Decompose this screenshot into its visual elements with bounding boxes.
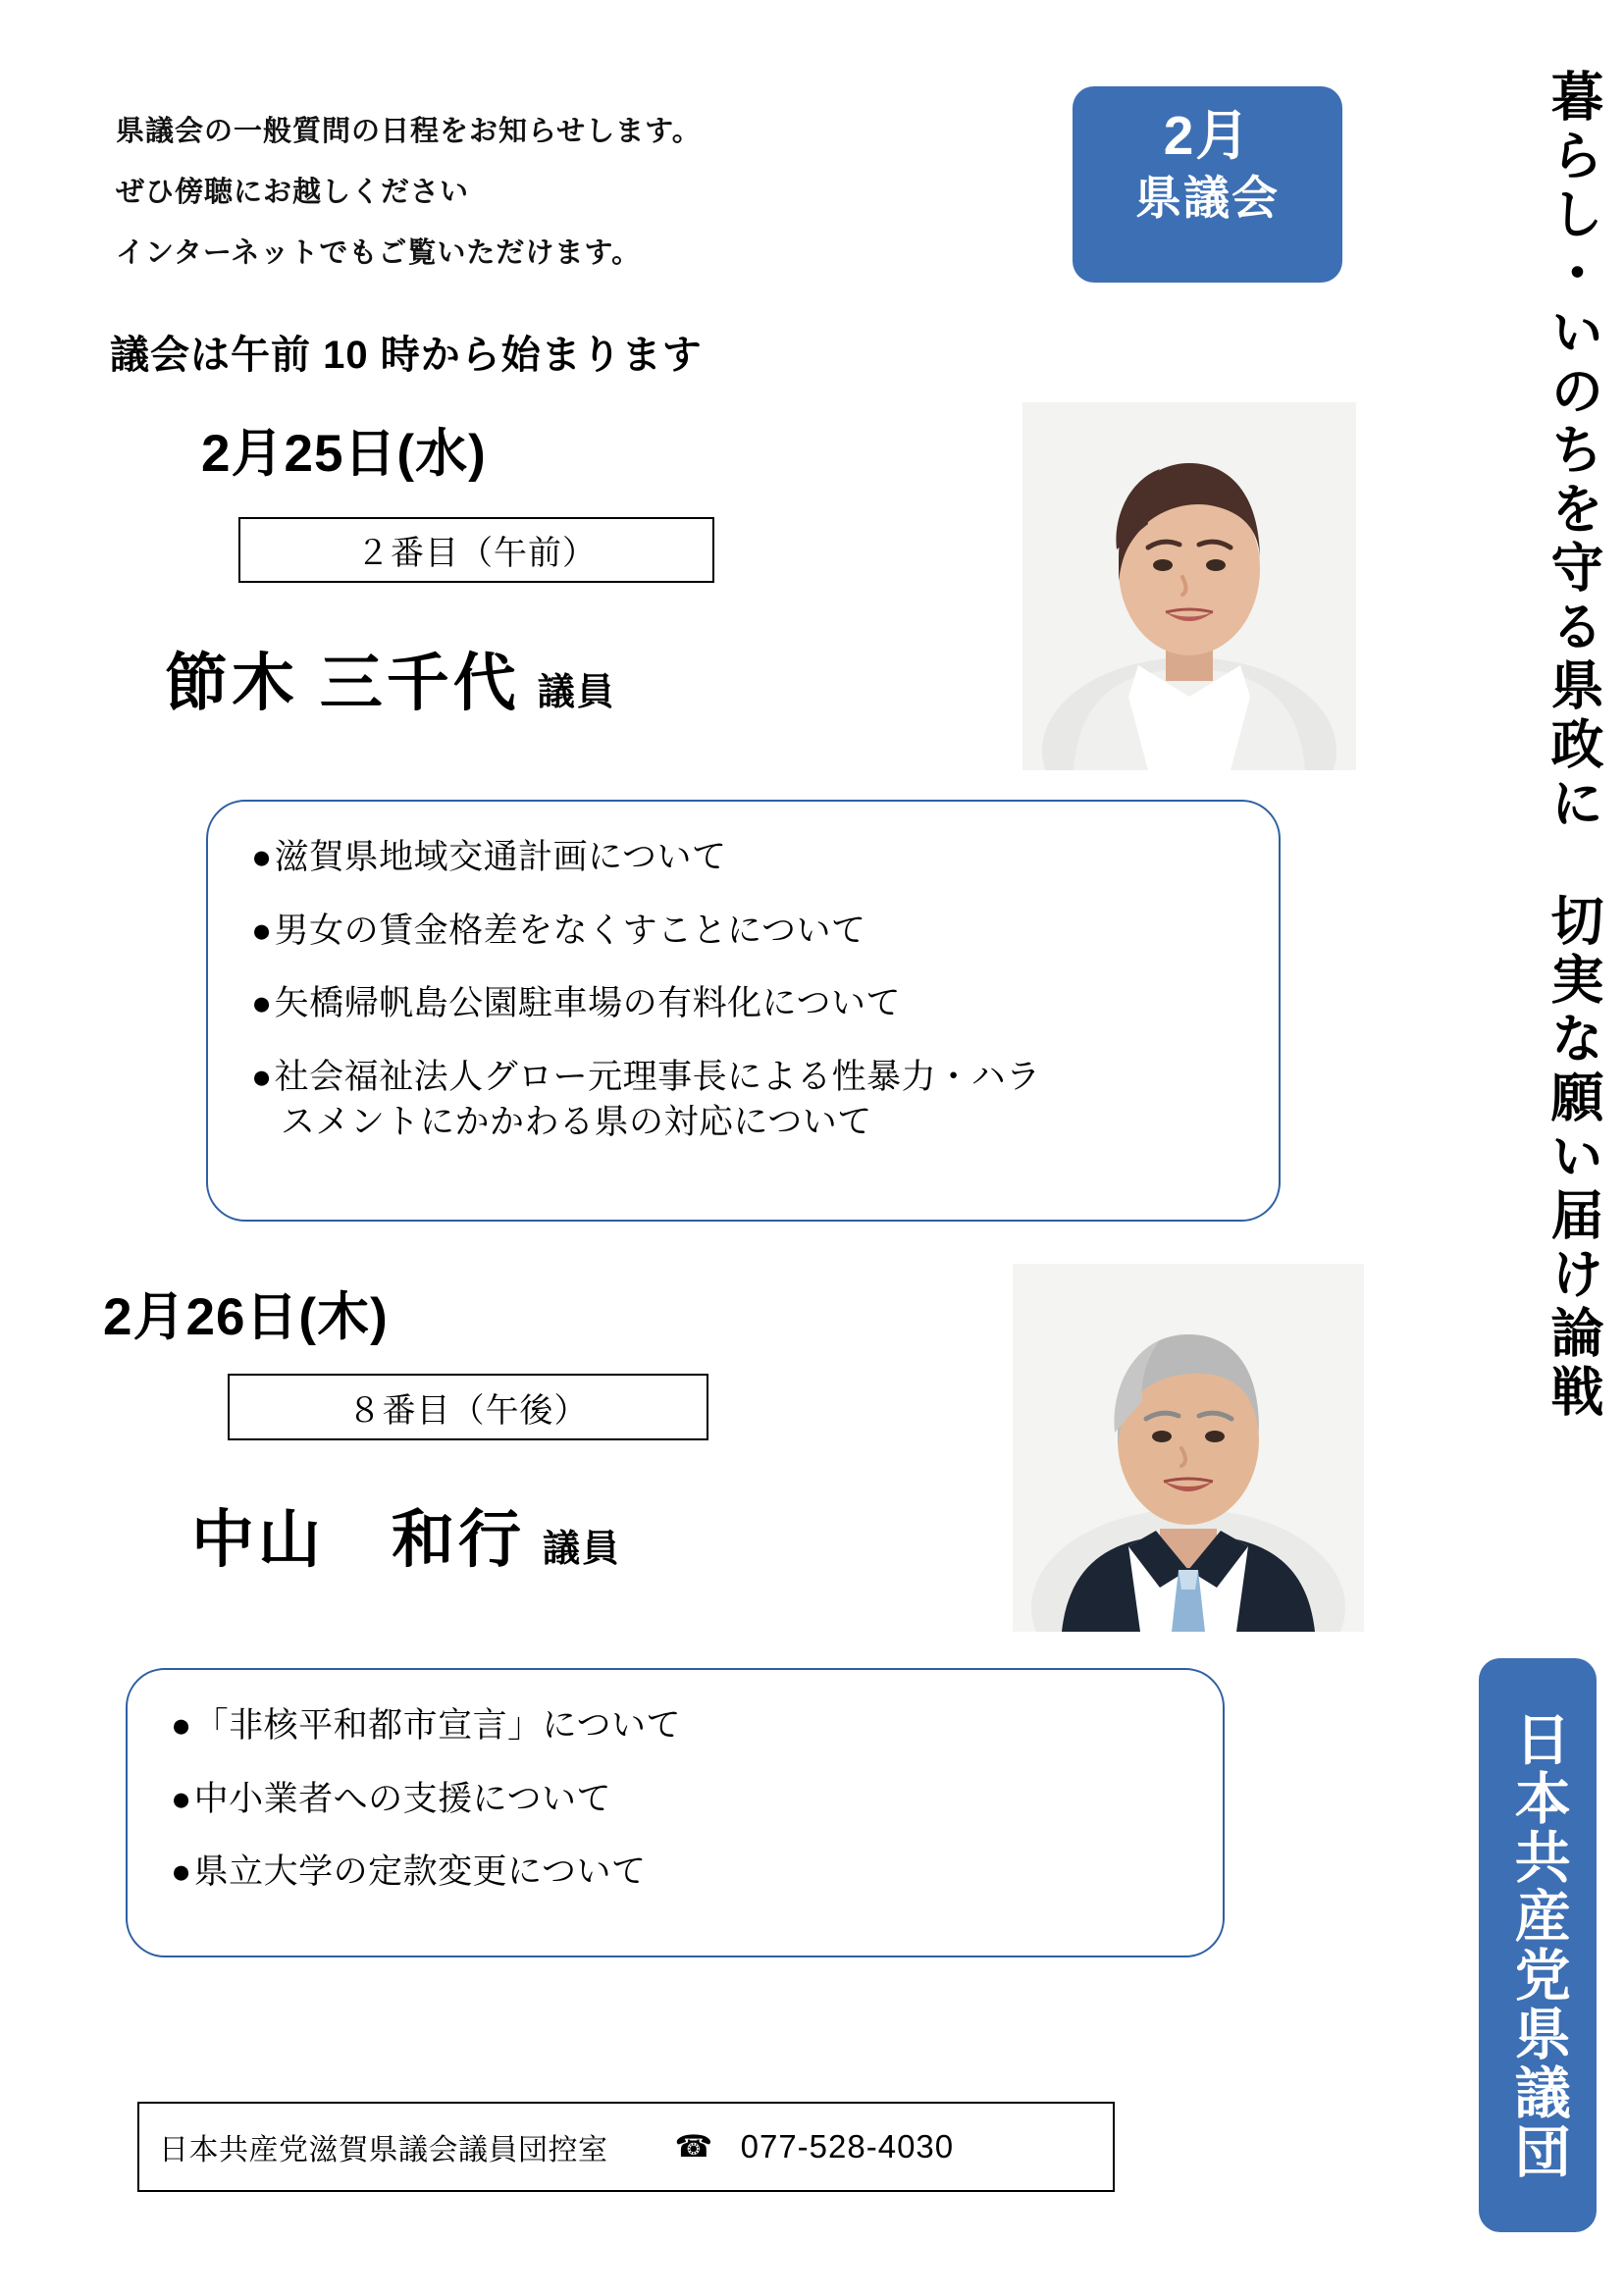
session-1-order-label: ２番目（午前） [356,535,597,572]
topic-text: 矢橋帰帆島公園駐車場の有料化について [274,984,901,1023]
badge-assembly: 県議会 [1135,171,1280,224]
session-1-order-box [238,517,714,583]
session-1-topics [206,800,1281,1222]
phone-icon: ☎ [674,2129,713,2164]
bullet-icon: ● [251,984,273,1023]
intro-line-2: ぜひ傍聴にお越しください [116,177,470,208]
bullet-icon: ● [251,911,273,950]
topic-item [171,1777,1179,1823]
bullet-icon: ● [171,1852,192,1892]
intro-line-3: インターネットでもご覧いただけます。 [116,237,642,269]
session-2-member [191,1489,621,1580]
bullet-icon: ● [251,1057,273,1096]
intro-block [116,118,940,300]
party-tag: 日本共産党県議団 [1479,1658,1597,2232]
session-1-member-name: 節木 三千代 [165,648,520,718]
portrait-illustration-1 [1022,402,1356,770]
topic-text: 社会福祉法人グロー元理事長による性暴力・ハラ [274,1057,1041,1096]
topic-text-continued: スメントにかかわる県の対応について [281,1103,872,1142]
badge-month: 2月 [1163,105,1252,166]
topic-text: 滋賀県地域交通計画について [274,838,727,876]
session-2-member-name: 中山 和行 [191,1504,525,1575]
intro-strong-line: 議会は午前 10 時から始まります [110,334,703,377]
bullet-icon: ● [251,838,273,876]
session-1-member-suffix: 議員 [537,672,616,713]
footer-contact-box [137,2102,1115,2192]
setsugi-michiyo-photo [1022,402,1356,770]
bullet-icon: ● [171,1706,192,1745]
footer-office-label: 日本共産党滋賀県議会議員団控室 [159,2134,608,2166]
topic-item [251,981,1235,1027]
intro-line-1: 県議会の一般質問の日程をお知らせします。 [116,116,702,147]
session-2-date: 2月26日(木) [103,1288,389,1346]
nakayama-kazuyuki-photo [1013,1264,1364,1632]
footer-telephone: 077-528-4030 [740,2128,955,2165]
session-1-member [165,633,616,723]
session-1-date: 2月25日(水) [201,425,487,483]
month-badge [1073,86,1342,283]
topic-text: 男女の賃金格差をなくすことについて [274,911,866,950]
session-2-member-suffix: 議員 [543,1529,622,1570]
session-2-order-box [228,1374,708,1440]
bullet-icon: ● [171,1779,192,1818]
topic-item [251,1055,1235,1146]
topic-text: 県立大学の定款変更について [193,1852,647,1892]
topic-item [251,909,1235,955]
vertical-headline: 暮らし・いのちを守る県政に 切実な願い届け論戦 [1544,69,1602,1423]
topic-item [171,1850,1179,1896]
topic-item [171,1703,1179,1749]
topic-text: 中小業者への支援について [193,1779,611,1818]
topic-item [251,835,1235,881]
session-2-topics [126,1668,1225,1957]
portrait-illustration-2 [1013,1264,1364,1632]
session-2-order-label: ８番目（午後） [347,1391,589,1430]
topic-text: 「非核平和都市宣言」について [193,1706,681,1745]
